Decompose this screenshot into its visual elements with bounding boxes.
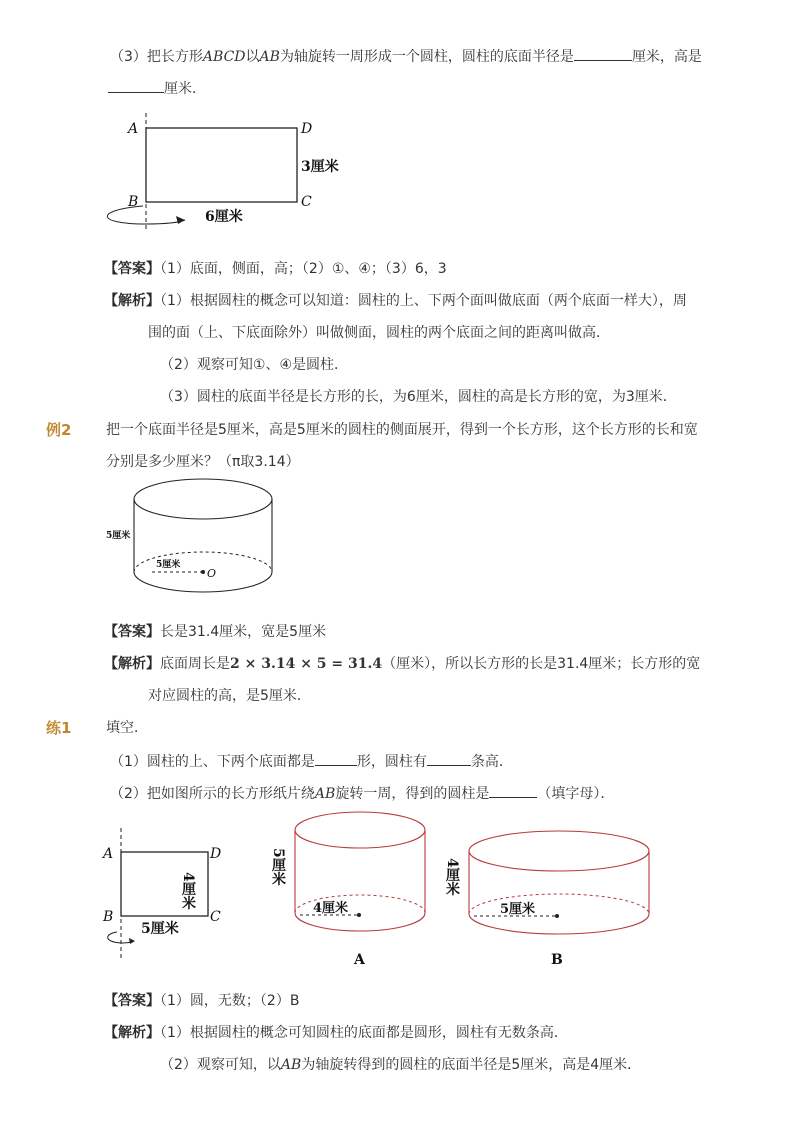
label-length: 6厘米	[205, 209, 243, 225]
explanation-2-line1: 【解析】底面周长是2 × 3.14 × 5 = 31.4（厘米），所以长方形的长是31.4厘米；长方形的宽	[104, 656, 701, 672]
explanation-1-line1: 【解析】（1）根据圆柱的概念可以知道：圆柱的上、下两个面叫做底面（两个底面一样大），周	[104, 293, 687, 309]
practice-1-q2: （2）把如图所示的长方形纸片绕AB旋转一周，得到的圆柱是 （填字母）．	[110, 783, 614, 803]
cylinder-b-bottom-front	[469, 914, 649, 934]
cylinder-a-caption: A	[354, 952, 365, 968]
practice-1-tag: 练1	[46, 719, 72, 737]
label-d: D	[210, 846, 222, 862]
label-b: B	[128, 194, 139, 210]
label-d: D	[301, 121, 313, 137]
label-a: A	[103, 846, 114, 862]
explanation-1-line4: （3）圆柱的底面半径是长方形的长，为6厘米，圆柱的高是长方形的宽，为3厘米．	[160, 389, 677, 405]
cylinder-b	[444, 831, 649, 968]
explanation-2-line2: 对应圆柱的高，是5厘米．	[148, 688, 311, 704]
practice-1-title: 填空．	[106, 720, 148, 736]
answer-3: 【答案】（1）圆，无数；（2）B	[104, 993, 300, 1009]
explanation-3-line1: 【解析】（1）根据圆柱的概念可知圆柱的底面都是圆形，圆柱有无数条高．	[104, 1025, 568, 1041]
label-a: A	[128, 121, 139, 137]
cylinder-b-center	[555, 914, 559, 918]
explanation-1-line2: 围的面（上、下底面除外）叫做侧面，圆柱的两个底面之间的距离叫做高．	[148, 325, 610, 341]
cylinder-a-height-label: 5厘米	[270, 848, 286, 886]
radius-label: 5厘米	[156, 560, 181, 570]
cylinder-b-radius-label: 5厘米	[500, 902, 536, 917]
arrow-head	[129, 938, 135, 944]
example-2-line2: 分别是多少厘米？（π取3.14）	[106, 454, 300, 470]
label-width: 3厘米	[301, 159, 339, 175]
question-3-line2: 厘米．	[108, 78, 206, 98]
cylinder-b-height-label: 4厘米	[444, 858, 460, 896]
center-label: O	[207, 567, 217, 580]
example-2-tag: 例2	[46, 421, 72, 439]
label-b: B	[103, 909, 114, 925]
height-label: 5厘米	[106, 531, 131, 541]
label-c: C	[210, 909, 221, 925]
explanation-3-line2: （2）观察可知，以AB为轴旋转得到的圆柱的底面半径是5厘米，高是4厘米．	[160, 1057, 642, 1073]
cylinder-b-top	[469, 831, 649, 871]
cylinder-b-bottom-back	[469, 894, 649, 914]
explanation-1-line3: （2）观察可知①、④是圆柱．	[160, 357, 349, 373]
cylinder-a-top	[295, 812, 425, 848]
cylinder-b-caption: B	[551, 952, 563, 968]
cylinder-a-radius-label: 4厘米	[313, 901, 349, 916]
question-3-line1: （3）把长方形ABCD以AB为轴旋转一周形成一个圆柱，圆柱的底面半径是 厘米，高是	[110, 46, 702, 66]
cylinder-a	[270, 812, 425, 968]
example-2-line1: 把一个底面半径是5厘米，高是5厘米的圆柱的侧面展开，得到一个长方形，这个长方形的长和宽	[106, 422, 698, 438]
label-length: 5厘米	[141, 921, 179, 937]
answer-2: 【答案】长是31.4厘米，宽是5厘米	[104, 624, 327, 640]
cylinder-a-center	[357, 913, 361, 917]
label-c: C	[301, 194, 312, 210]
practice-1-q1: （1）圆柱的上、下两个底面都是 形，圆柱有 条高．	[110, 751, 513, 771]
formula: 2 × 3.14 × 5 = 31.4	[230, 656, 383, 672]
answer-1: 【答案】（1）底面，侧面，高；（2）①、④；（3）6，3	[104, 261, 447, 277]
label-width: 4厘米	[180, 872, 196, 910]
